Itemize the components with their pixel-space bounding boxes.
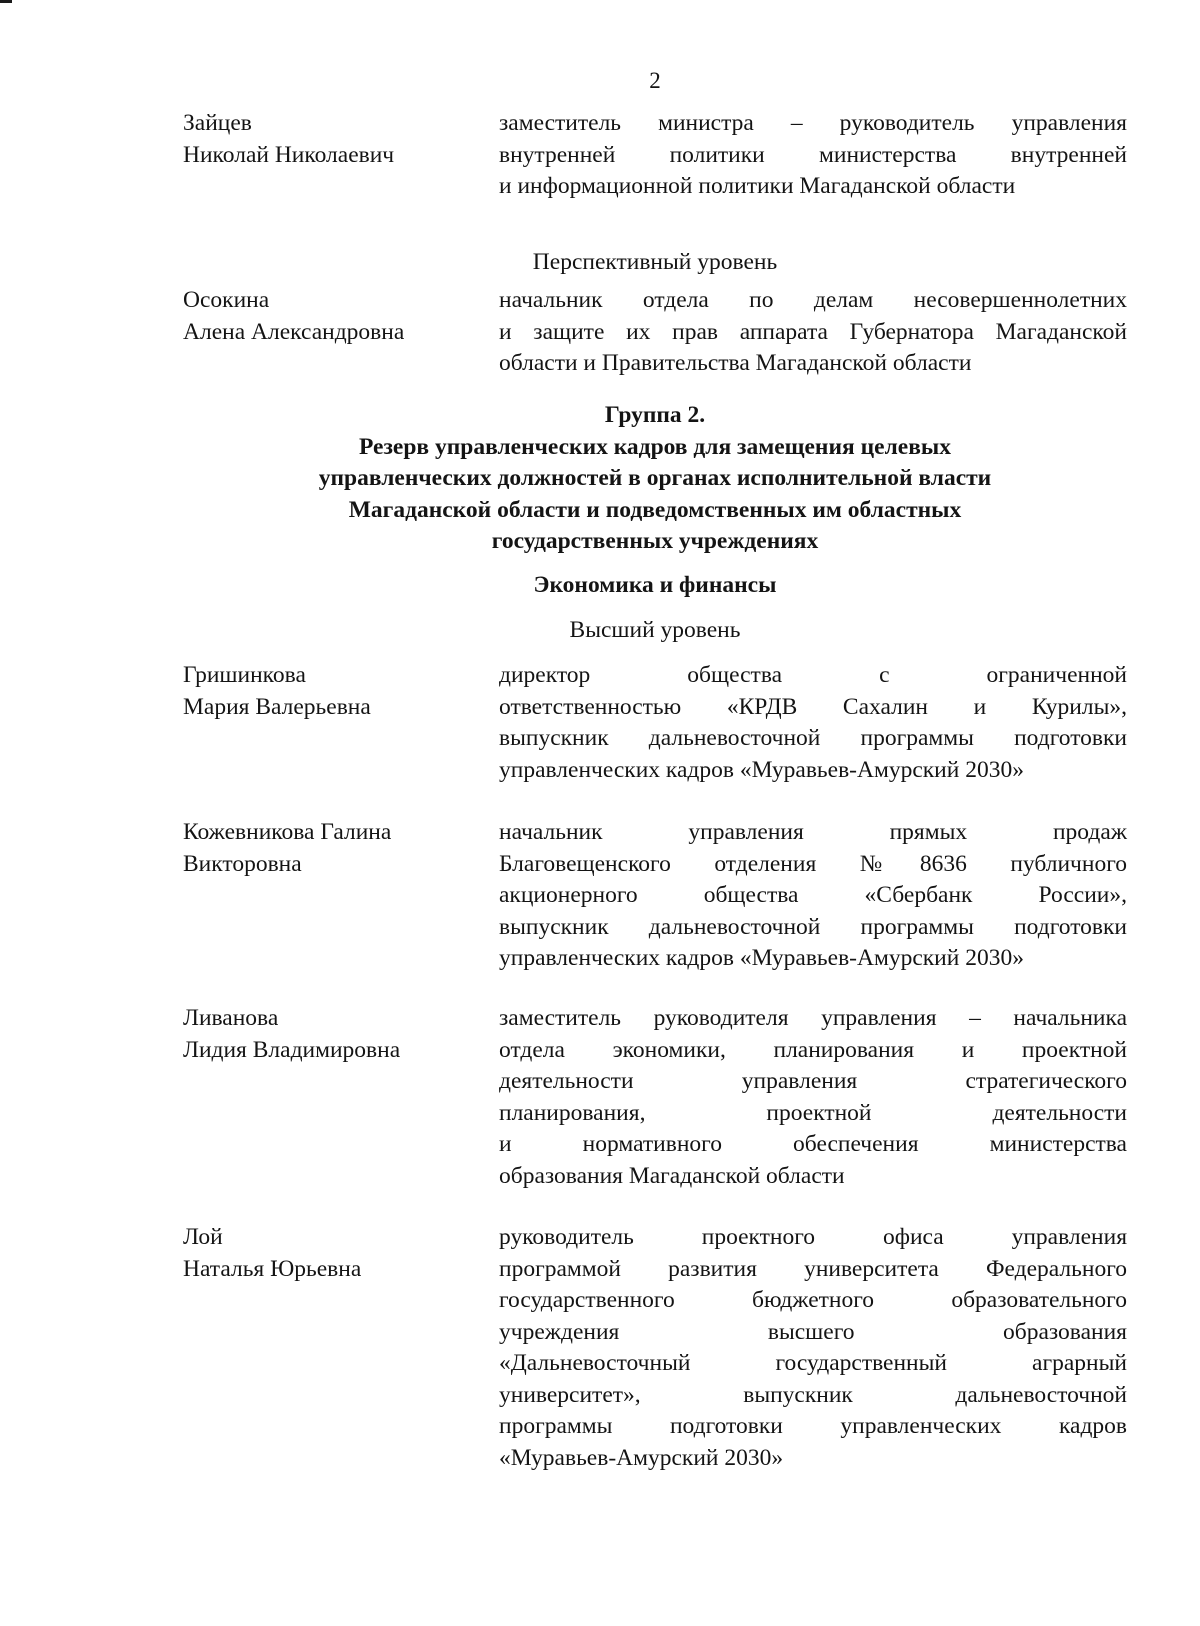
position-line: и информационной политики Магаданской области: [499, 173, 1016, 199]
person-name-line: Гришинкова: [183, 662, 306, 688]
person-position: [499, 660, 1127, 786]
position-line: выпускник дальневосточной программы подготовки: [499, 913, 1127, 940]
position-line: государственного бюджетного образовательного: [499, 1287, 1127, 1313]
position-line: начальник управления прямых продаж: [499, 819, 1127, 845]
page-number: 2: [649, 68, 661, 93]
person-name-line: Викторовна: [183, 850, 302, 877]
group-heading: [0, 400, 1200, 558]
person-name: [183, 660, 473, 723]
person-name-line: Зайцев: [183, 110, 252, 136]
section-title: Экономика и финансы: [533, 572, 777, 598]
person-name-line: Лой: [183, 1224, 223, 1250]
group-heading-line: Группа 2.: [604, 402, 706, 428]
position-line: заместитель министра – руководитель управления: [499, 110, 1127, 136]
position-line: планирования, проектной деятельности: [499, 1099, 1127, 1126]
person-position: [499, 285, 1127, 380]
person-name: [183, 285, 473, 348]
person-position: [499, 108, 1127, 203]
person-position: [499, 817, 1127, 975]
position-line: ответственностью «КРДВ Сахалин и Курилы»,: [499, 693, 1127, 720]
position-line: программы подготовки управленческих кадров: [499, 1413, 1127, 1439]
group-heading-line: управленческих должностей в органах исполнительной власти: [318, 465, 992, 491]
scan-edge-mark: [0, 0, 12, 3]
person-name-line: Осокина: [183, 287, 270, 313]
person-name-line: Наталья Юрьевна: [183, 1255, 362, 1282]
position-line: и нормативного обеспечения министерства: [499, 1131, 1127, 1157]
position-line: Благовещенского отделения №8636 публичного: [499, 850, 1127, 877]
group-heading-line: Резерв управленческих кадров для замещения целевых: [359, 433, 951, 460]
person-name: [183, 1003, 473, 1066]
person-position: [499, 1222, 1127, 1474]
position-line: управленческих кадров «Муравьев-Амурский 2030»: [499, 945, 1024, 971]
person-name-line: Мария Валерьевна: [183, 693, 371, 720]
position-line: управленческих кадров «Муравьев-Амурский 2030»: [499, 756, 1024, 783]
person-position: [499, 1003, 1127, 1192]
position-line: области и Правительства Магаданской области: [499, 350, 972, 376]
position-line: учреждения высшего образования: [499, 1318, 1127, 1345]
group-heading-line: государственных учреждениях: [491, 528, 819, 554]
position-line: акционерного общества «Сбербанк России»,: [499, 882, 1127, 908]
person-name-line: Алена Александровна: [183, 318, 405, 345]
person-name: [183, 108, 473, 171]
position-line: отдела экономики, планирования и проектной: [499, 1036, 1127, 1063]
position-line: и защите их прав аппарата Губернатора Магаданской: [499, 318, 1127, 345]
position-line: руководитель проектного офиса управления: [499, 1224, 1127, 1250]
person-name-line: Николай Николаевич: [183, 141, 395, 168]
position-line: деятельности управления стратегического: [499, 1068, 1127, 1094]
person-name: [183, 817, 473, 880]
position-line: заместитель руководителя управления – начальника: [499, 1005, 1127, 1031]
position-line: «Дальневосточный государственный аграрный: [499, 1350, 1127, 1376]
position-line: выпускник дальневосточной программы подготовки: [499, 725, 1127, 751]
position-line: внутренней политики министерства внутренней: [499, 141, 1127, 168]
position-line: университет», выпускник дальневосточной: [499, 1381, 1127, 1408]
person-name-line: Кожевникова Галина: [183, 819, 392, 845]
position-line: «Муравьев-Амурский 2030»: [499, 1444, 784, 1471]
group-heading-line: Магаданской области и подведомственных им областных: [348, 496, 962, 523]
position-line: образования Магаданской области: [499, 1162, 845, 1189]
person-name-line: Ливанова: [183, 1005, 279, 1031]
level-heading-highest: Высший уровень: [569, 617, 741, 643]
level-heading-perspective: Перспективный уровень: [532, 249, 778, 275]
position-line: программой развития университета Федерального: [499, 1255, 1127, 1282]
position-line: директор общества с ограниченной: [499, 662, 1127, 688]
person-name: [183, 1222, 473, 1285]
position-line: начальник отдела по делам несовершеннолетних: [499, 287, 1127, 313]
person-name-line: Лидия Владимировна: [183, 1036, 401, 1063]
